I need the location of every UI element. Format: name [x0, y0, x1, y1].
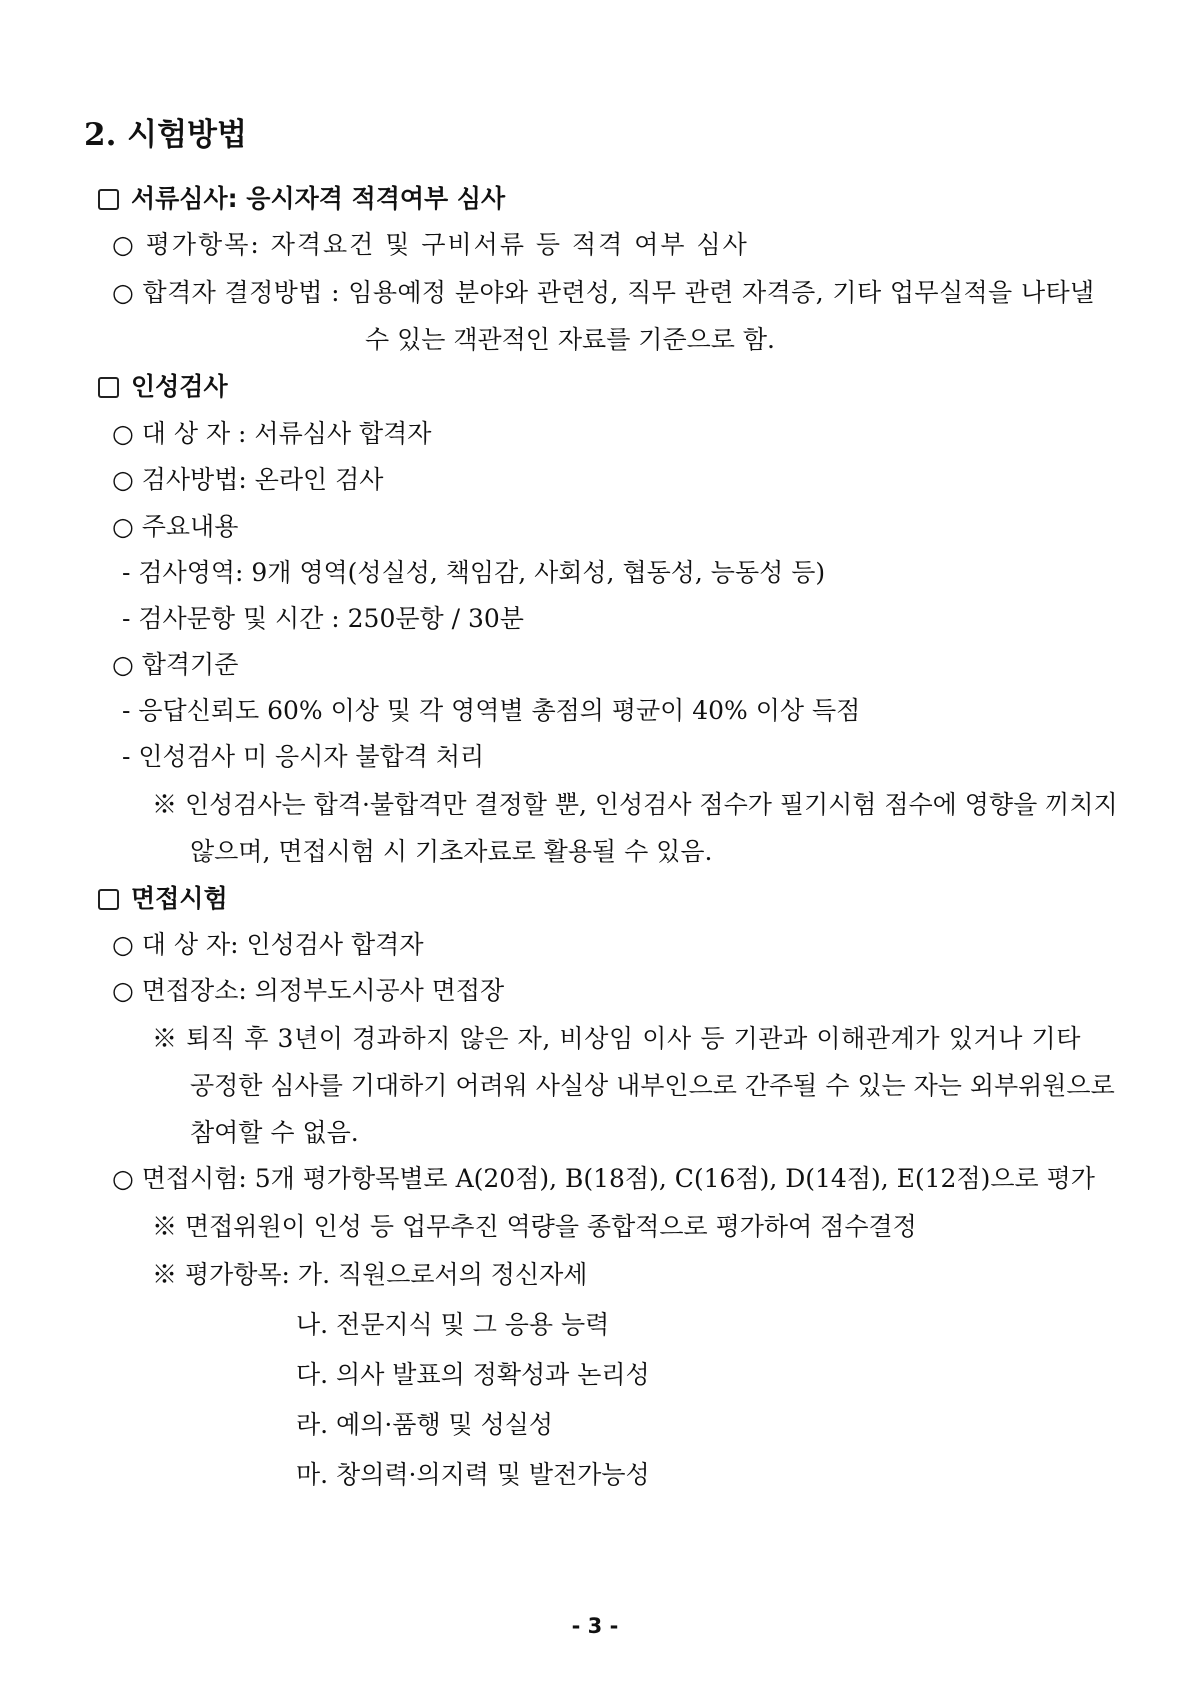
- note-continuation: 공정한 심사를 기대하기 어려워 사실상 내부인으로 간주될 수 있는 자는 외부위원으로: [190, 1071, 1115, 1100]
- sub-item: - 응답신뢰도 60% 이상 및 각 영역별 총점의 평균이 40% 이상 득점: [122, 696, 861, 725]
- note-continuation: 않으며, 면접시험 시 기초자료로 활용될 수 있음.: [190, 837, 713, 866]
- note-continuation: 참여할 수 없음.: [190, 1118, 359, 1147]
- section-title: 서류심사: 응시자격 적격여부 심사: [131, 184, 506, 213]
- list-item: ○ 면접장소: 의정부도시공사 면접장: [112, 976, 505, 1005]
- checkbox-icon: [98, 889, 119, 910]
- checkbox-icon: [98, 377, 119, 398]
- section-document-review: [98, 182, 505, 216]
- list-item: ○ 평가항목: 자격요건 및 구비서류 등 적격 여부 심사: [112, 230, 749, 259]
- section-heading: 2. 시험방법: [84, 117, 247, 153]
- evaluation-item: 다. 의사 발표의 정확성과 논리성: [296, 1360, 650, 1389]
- list-item: ○ 대 상 자: 인성검사 합격자: [112, 930, 424, 959]
- list-item: ○ 합격자 결정방법 : 임용예정 분야와 관련성, 직무 관련 자격증, 기타 업무실적을 나타낼: [112, 278, 1095, 307]
- list-item: ○ 대 상 자 : 서류심사 합격자: [112, 419, 432, 448]
- section-personality-test: [98, 370, 228, 404]
- evaluation-item: 나. 전문지식 및 그 응용 능력: [296, 1310, 610, 1339]
- list-item: ○ 면접시험: 5개 평가항목별로 A(20점), B(18점), C(16점), D(14점), E(12점)으로 평가: [112, 1164, 1095, 1193]
- section-title: 면접시험: [131, 884, 228, 913]
- list-item-continuation: 수 있는 객관적인 자료를 기준으로 함.: [365, 325, 775, 354]
- list-item: ○ 주요내용: [112, 512, 239, 541]
- section-title: 인성검사: [131, 372, 228, 401]
- note: ※ 인성검사는 합격·불합격만 결정할 뿐, 인성검사 점수가 필기시험 점수에 영향을 끼치지: [152, 790, 1118, 819]
- note: ※ 면접위원이 인성 등 업무추진 역량을 종합적으로 평가하여 점수결정: [152, 1212, 917, 1241]
- sub-item: - 인성검사 미 응시자 불합격 처리: [122, 742, 485, 771]
- section-interview: [98, 882, 228, 916]
- list-item: ○ 검사방법: 온라인 검사: [112, 465, 384, 494]
- list-item: ○ 합격기준: [112, 650, 239, 679]
- sub-item: - 검사영역: 9개 영역(성실성, 책임감, 사회성, 협동성, 능동성 등): [122, 558, 826, 587]
- evaluation-item: 마. 창의력·의지력 및 발전가능성: [296, 1460, 650, 1489]
- note: ※ 퇴직 후 3년이 경과하지 않은 자, 비상임 이사 등 기관과 이해관계가 있거나 기타: [152, 1024, 1082, 1053]
- page-number: - 3 -: [571, 1614, 619, 1638]
- evaluation-item: 라. 예의·품행 및 성실성: [296, 1410, 554, 1439]
- sub-item: - 검사문항 및 시간 : 250문항 / 30분: [122, 604, 524, 633]
- note: ※ 평가항목: 가. 직원으로서의 정신자세: [152, 1260, 588, 1289]
- checkbox-icon: [98, 189, 119, 210]
